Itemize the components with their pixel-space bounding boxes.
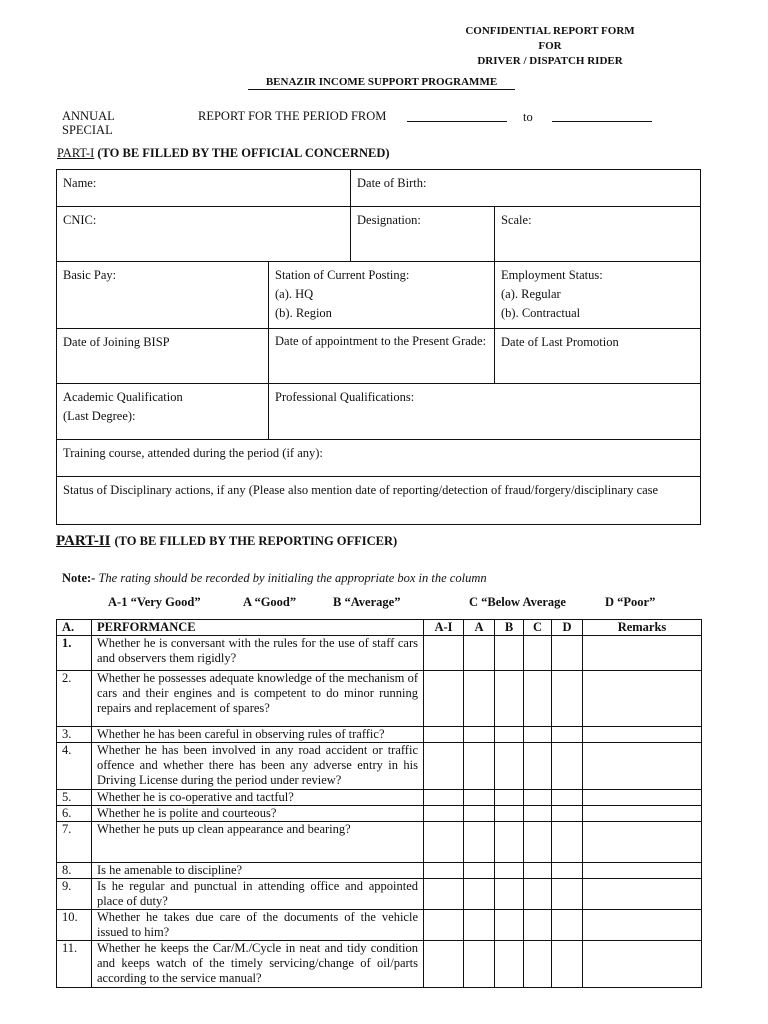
name-field[interactable]	[56, 169, 351, 207]
rating-cell-d[interactable]	[552, 941, 583, 988]
rating-cell-c[interactable]	[524, 671, 552, 727]
rating-cell-d[interactable]	[552, 743, 583, 790]
row-number: 8.	[57, 863, 92, 879]
professional-label: Professional Qualifications:	[275, 390, 415, 404]
joining-label: Date of Joining BISP	[63, 335, 170, 349]
remarks-cell[interactable]	[583, 790, 702, 806]
station-label: Station of Current Posting:	[275, 268, 410, 282]
remarks-cell[interactable]	[583, 879, 702, 910]
row-question: Whether he has been careful in observing rules of traffic?	[92, 727, 424, 743]
employment-regular-option[interactable]: (a). Regular	[501, 287, 561, 301]
designation-label: Designation:	[357, 213, 421, 227]
rating-cell-b[interactable]	[495, 727, 524, 743]
scale-field[interactable]	[494, 206, 701, 262]
header-d: D	[552, 620, 583, 636]
remarks-cell[interactable]	[583, 822, 702, 863]
rating-cell-a[interactable]	[464, 941, 495, 988]
header-performance: PERFORMANCE	[92, 620, 424, 636]
row-number: 3.	[57, 727, 92, 743]
cnic-label: CNIC:	[63, 213, 97, 227]
professional-field[interactable]	[268, 383, 701, 440]
period-from-field[interactable]	[407, 109, 507, 127]
rating-cell-b[interactable]	[495, 636, 524, 671]
disciplinary-label: Status of Disciplinary actions, if any (Please also mention date of reporting/detection of fraud/forgery/disciplinary case	[63, 483, 659, 497]
part1-title: PART-I	[57, 146, 95, 160]
name-label: Name:	[63, 176, 97, 190]
rating-cell-a[interactable]	[464, 671, 495, 727]
disciplinary-field[interactable]	[56, 476, 701, 525]
rating-cell-d[interactable]	[552, 727, 583, 743]
row-number: 7.	[57, 822, 92, 863]
table-row	[57, 910, 702, 941]
row-question: Is he amenable to discipline?	[92, 863, 424, 879]
rating-cell-d[interactable]	[552, 910, 583, 941]
rating-cell-d[interactable]	[552, 879, 583, 910]
row-number: 5.	[57, 790, 92, 806]
annual-label: ANNUAL	[62, 109, 115, 123]
row-number: 6.	[57, 806, 92, 822]
academic-label: Academic Qualification	[63, 390, 183, 404]
rating-cell-a1[interactable]	[424, 941, 464, 988]
rating-cell-d[interactable]	[552, 822, 583, 863]
part1-heading	[57, 146, 390, 161]
rating-cell-c[interactable]	[524, 636, 552, 671]
row-question: Whether he takes due care of the documents of the vehicle issued to him?	[92, 910, 424, 941]
remarks-cell[interactable]	[583, 743, 702, 790]
row-question: Is he regular and punctual in attending office and appointed place of duty?	[92, 879, 424, 910]
rating-cell-c[interactable]	[524, 727, 552, 743]
remarks-cell[interactable]	[583, 910, 702, 941]
row-question: Whether he is polite and courteous?	[92, 806, 424, 822]
rating-cell-a[interactable]	[464, 806, 495, 822]
rating-cell-a1[interactable]	[424, 671, 464, 727]
remarks-cell[interactable]	[583, 806, 702, 822]
organization-name: BENAZIR INCOME SUPPORT PROGRAMME	[248, 76, 515, 90]
row-number: 1.	[57, 636, 92, 671]
rating-note	[62, 571, 487, 586]
rating-b: B “Average”	[333, 595, 401, 609]
header-b: B	[495, 620, 524, 636]
row-number: 10.	[57, 910, 92, 941]
academic-sublabel: (Last Degree):	[63, 409, 136, 423]
rating-cell-a[interactable]	[464, 822, 495, 863]
station-field[interactable]	[268, 261, 495, 329]
table-row	[57, 790, 702, 806]
rating-cell-b[interactable]	[495, 671, 524, 727]
training-field[interactable]	[56, 439, 701, 477]
appointment-field[interactable]	[268, 328, 495, 384]
station-hq-option[interactable]: (a). HQ	[275, 287, 314, 301]
rating-cell-b[interactable]	[495, 910, 524, 941]
form-header	[400, 24, 700, 69]
header-remarks: Remarks	[583, 620, 702, 636]
scale-label: Scale:	[501, 213, 532, 227]
form-title: CONFIDENTIAL REPORT FORM	[465, 25, 635, 37]
basic-pay-field[interactable]	[56, 261, 269, 329]
remarks-cell[interactable]	[583, 863, 702, 879]
training-label: Training course, attended during the period (if any):	[63, 446, 323, 460]
period-label: REPORT FOR THE PERIOD FROM	[198, 109, 387, 123]
row-question: Whether he has been involved in any road accident or traffic offence and whether there has been any adverse entry in his Driving License during the period under review?	[92, 743, 424, 790]
row-number: 2.	[57, 671, 92, 727]
row-question: Whether he is co-operative and tactful?	[92, 790, 424, 806]
rating-cell-a[interactable]	[464, 727, 495, 743]
joining-field[interactable]	[56, 328, 269, 384]
rating-a1: A-1 “Very Good”	[108, 595, 201, 609]
note-label: Note:-	[62, 571, 96, 585]
rating-cell-a1[interactable]	[424, 910, 464, 941]
rating-a: A “Good”	[243, 595, 297, 609]
rating-cell-c[interactable]	[524, 822, 552, 863]
header-a1: A-I	[424, 620, 464, 636]
header-number: A.	[57, 620, 92, 636]
rating-cell-a1[interactable]	[424, 727, 464, 743]
rating-cell-d[interactable]	[552, 790, 583, 806]
row-question: Whether he puts up clean appearance and bearing?	[92, 822, 424, 863]
rating-cell-a1[interactable]	[424, 743, 464, 790]
table-row	[57, 822, 702, 863]
rating-cell-d[interactable]	[552, 671, 583, 727]
rating-cell-c[interactable]	[524, 941, 552, 988]
rating-cell-a1[interactable]	[424, 822, 464, 863]
employment-label: Employment Status:	[501, 268, 603, 282]
rating-cell-a1[interactable]	[424, 790, 464, 806]
rating-cell-c[interactable]	[524, 806, 552, 822]
row-question: Whether he is conversant with the rules for the use of staff cars and observers them rigidly?	[92, 636, 424, 671]
remarks-cell[interactable]	[583, 671, 702, 727]
period-to-label: to	[523, 110, 533, 124]
row-number: 11.	[57, 941, 92, 988]
rating-cell-b[interactable]	[495, 941, 524, 988]
rating-cell-b[interactable]	[495, 822, 524, 863]
rating-cell-a1[interactable]	[424, 636, 464, 671]
rating-cell-c[interactable]	[524, 863, 552, 879]
rating-cell-b[interactable]	[495, 863, 524, 879]
note-text: The rating should be recorded by initialing the appropriate box in the column	[98, 571, 487, 585]
rating-cell-a1[interactable]	[424, 863, 464, 879]
promotion-field[interactable]	[494, 328, 701, 384]
designation-field[interactable]	[350, 206, 495, 262]
form-title-for: FOR	[538, 40, 562, 52]
appointment-label: Date of appointment to the Present Grade:	[275, 334, 487, 348]
rating-d: D “Poor”	[605, 595, 656, 609]
row-number: 4.	[57, 743, 92, 790]
table-row	[57, 727, 702, 743]
rating-cell-b[interactable]	[495, 879, 524, 910]
table-row	[57, 636, 702, 671]
row-number: 9.	[57, 879, 92, 910]
rating-c: C “Below Average	[469, 595, 566, 609]
rating-cell-b[interactable]	[495, 790, 524, 806]
employment-contractual-option[interactable]: (b). Contractual	[501, 306, 581, 320]
part1-subtitle: (TO BE FILLED BY THE OFFICIAL CONCERNED)	[97, 146, 390, 160]
header-c: C	[524, 620, 552, 636]
rating-cell-c[interactable]	[524, 910, 552, 941]
table-row	[57, 671, 702, 727]
rating-cell-d[interactable]	[552, 863, 583, 879]
employment-field[interactable]	[494, 261, 701, 329]
remarks-cell[interactable]	[583, 727, 702, 743]
form-title-role: DRIVER / DISPATCH RIDER	[477, 55, 623, 67]
promotion-label: Date of Last Promotion	[501, 335, 619, 349]
remarks-cell[interactable]	[583, 941, 702, 988]
row-question: Whether he possesses adequate knowledge of the mechanism of cars and their engines and is competent to do minor running repairs and replacement of spares?	[92, 671, 424, 727]
table-header-row	[57, 620, 702, 636]
rating-cell-d[interactable]	[552, 806, 583, 822]
performance-table	[56, 619, 702, 988]
rating-cell-d[interactable]	[552, 636, 583, 671]
header-a: A	[464, 620, 495, 636]
part2-title: PART-II	[56, 533, 111, 549]
basic-pay-label: Basic Pay:	[63, 268, 117, 282]
rating-cell-a1[interactable]	[424, 806, 464, 822]
rating-cell-b[interactable]	[495, 806, 524, 822]
rating-cell-a[interactable]	[464, 863, 495, 879]
rating-cell-c[interactable]	[524, 790, 552, 806]
part2-heading	[56, 532, 397, 550]
period-to-field[interactable]	[552, 109, 652, 127]
table-row	[57, 879, 702, 910]
rating-cell-a[interactable]	[464, 743, 495, 790]
table-row	[57, 806, 702, 822]
part2-subtitle: (TO BE FILLED BY THE REPORTING OFFICER)	[114, 534, 398, 548]
table-row	[57, 941, 702, 988]
rating-cell-a[interactable]	[464, 790, 495, 806]
rating-cell-a[interactable]	[464, 910, 495, 941]
rating-cell-a[interactable]	[464, 636, 495, 671]
rating-cell-c[interactable]	[524, 879, 552, 910]
remarks-cell[interactable]	[583, 636, 702, 671]
dob-field[interactable]	[350, 169, 701, 207]
rating-cell-a[interactable]	[464, 879, 495, 910]
rating-cell-a1[interactable]	[424, 879, 464, 910]
academic-field[interactable]	[56, 383, 269, 440]
cnic-field[interactable]	[56, 206, 351, 262]
table-row	[57, 863, 702, 879]
dob-label: Date of Birth:	[357, 176, 427, 190]
row-question: Whether he keeps the Car/M./Cycle in neat and tidy condition and keeps watch of the timely servicing/change of oil/parts according to the service manual?	[92, 941, 424, 988]
table-row	[57, 743, 702, 790]
rating-cell-b[interactable]	[495, 743, 524, 790]
rating-cell-c[interactable]	[524, 743, 552, 790]
special-label: SPECIAL	[62, 123, 113, 137]
station-region-option[interactable]: (b). Region	[275, 306, 332, 320]
